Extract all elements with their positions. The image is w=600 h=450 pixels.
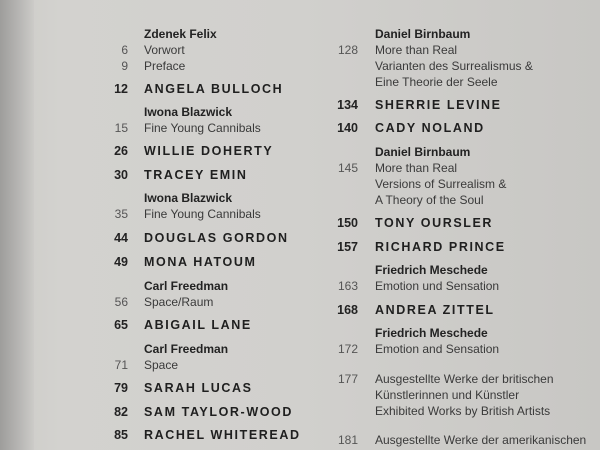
page-number: 168 <box>337 303 358 317</box>
essay-title: Varianten des Surrealismus & <box>375 59 533 73</box>
essay-title: Preface <box>144 59 186 73</box>
page-number: 12 <box>114 82 128 96</box>
artist-name: CADY NOLAND <box>375 121 485 135</box>
essay-title: A Theory of the Soul <box>375 193 484 207</box>
page-number: 140 <box>337 121 358 135</box>
author-name: Iwona Blazwick <box>144 105 233 119</box>
artist-name: SHERRIE LEVINE <box>375 98 502 112</box>
artist-name: TONY OURSLER <box>375 216 494 230</box>
page-number: 79 <box>114 381 128 395</box>
page-number: 26 <box>114 144 128 158</box>
page-number: 163 <box>337 279 358 293</box>
artist-name: RICHARD PRINCE <box>375 240 506 254</box>
page-number: 56 <box>114 295 128 309</box>
artist-name: RACHEL WHITEREAD <box>144 428 301 442</box>
essay-title: Vorwort <box>144 43 185 57</box>
artist-name: MONA HATOUM <box>144 255 257 269</box>
author-name: Daniel Birnbaum <box>375 145 471 159</box>
essay-title: Eine Theorie der Seele <box>375 75 498 89</box>
artist-name: SARAH LUCAS <box>144 381 253 395</box>
author-name: Carl Freedman <box>144 279 229 293</box>
artist-name: ABIGAIL LANE <box>144 318 252 332</box>
essay-title: Künstlerinnen und Künstler <box>375 388 520 402</box>
essay-title: Space <box>144 358 179 372</box>
author-name: Iwona Blazwick <box>144 191 233 205</box>
book-gutter <box>0 0 34 450</box>
artist-name: WILLIE DOHERTY <box>144 144 274 158</box>
page-number: 172 <box>337 342 358 356</box>
artist-name: ANGELA BULLOCH <box>144 82 284 96</box>
essay-title: Versions of Surrealism & <box>375 177 507 191</box>
essay-title: Fine Young Cannibals <box>144 121 261 135</box>
page-number: 30 <box>114 168 128 182</box>
page-number: 82 <box>114 405 128 419</box>
page-number: 145 <box>337 161 358 175</box>
author-name: Friedrich Meschede <box>375 326 488 340</box>
page-number: 134 <box>337 98 358 112</box>
artist-name: DOUGLAS GORDON <box>144 231 289 245</box>
essay-title: Exhibited Works by British Artists <box>375 404 551 418</box>
page-number: 35 <box>114 207 128 221</box>
page-number: 15 <box>114 121 128 135</box>
essay-title: Emotion und Sensation <box>375 279 500 293</box>
artist-name: SAM TAYLOR-WOOD <box>144 405 293 419</box>
artist-name: ANDREA ZITTEL <box>375 303 495 317</box>
author-name: Friedrich Meschede <box>375 263 488 277</box>
page-number: 9 <box>121 59 128 73</box>
page-number: 65 <box>114 318 128 332</box>
essay-title: Fine Young Cannibals <box>144 207 261 221</box>
essay-title: More than Real <box>375 43 458 57</box>
essay-title: Ausgestellte Werke der amerikanischen <box>375 433 587 447</box>
author-name: Carl Freedman <box>144 342 229 356</box>
page-number: 44 <box>114 231 128 245</box>
author-name: Daniel Birnbaum <box>375 27 471 41</box>
page-number: 177 <box>337 372 358 386</box>
page-number: 85 <box>114 428 128 442</box>
author-name: Zdenek Felix <box>144 27 217 41</box>
artist-name: TRACEY EMIN <box>144 168 248 182</box>
page-number: 128 <box>337 43 358 57</box>
page-number: 150 <box>337 216 358 230</box>
page-number: 181 <box>337 433 358 447</box>
essay-title: Ausgestellte Werke der britischen <box>375 372 554 386</box>
page-number: 157 <box>337 240 358 254</box>
page-number: 71 <box>114 358 128 372</box>
essay-title: Emotion and Sensation <box>375 342 500 356</box>
essay-title: Space/Raum <box>144 295 214 309</box>
page-number: 49 <box>114 255 128 269</box>
page-number: 6 <box>121 43 128 57</box>
essay-title: More than Real <box>375 161 458 175</box>
